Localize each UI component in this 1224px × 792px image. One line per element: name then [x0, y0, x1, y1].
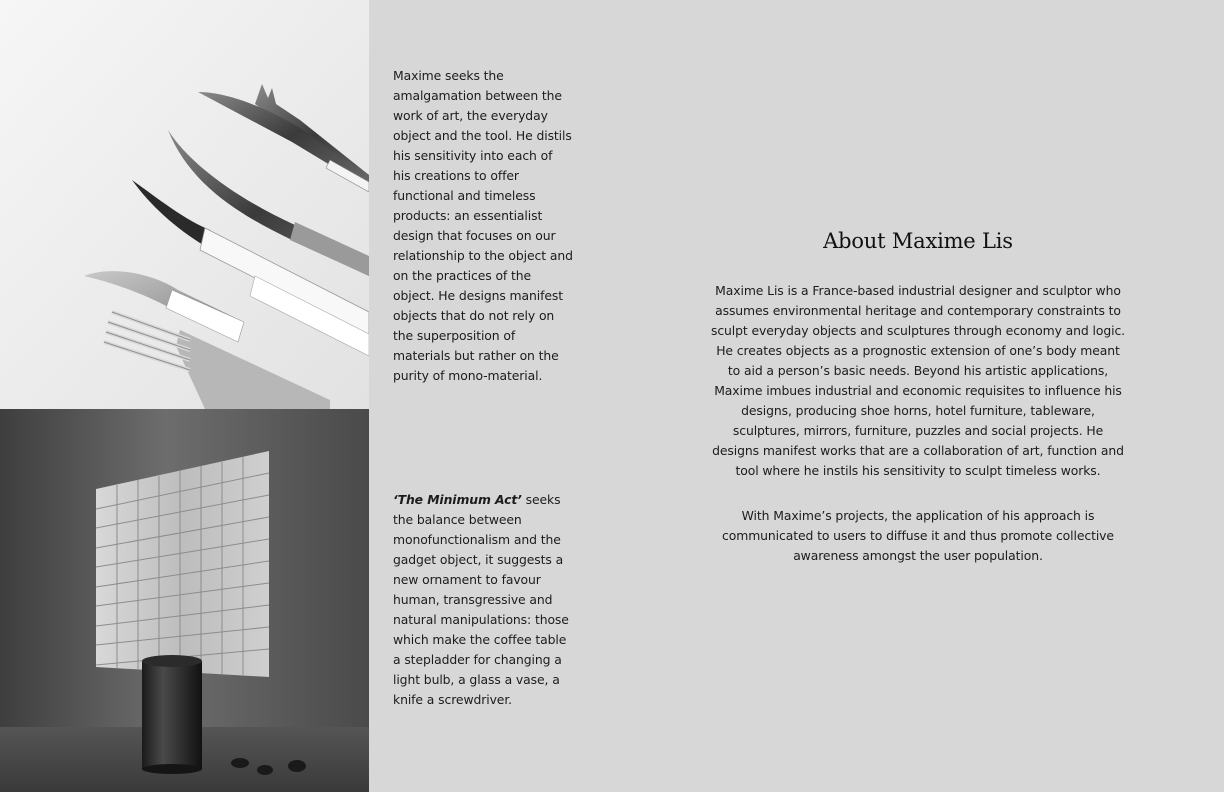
about-paragraph-one: Maxime Lis is a France-based industrial designer and sculptor who assumes environmental heritage and contemporary constraints to sculpt everyday objects and sculptures through economy and logic. He creates objects as a prognostic extension of one’s body meant to aid a person’s basic needs. Beyond his artistic applications, Maxime imbues industrial and economic requisites to influence his designs, producing shoe horns, hotel furniture, tableware, sculptures, mirrors, furniture, puzzles and social projects. He designs manifest works that are a collaboration of art, function and tool where he instils his sensitivity to sculpt timeless works. [710, 283, 1125, 478]
about-title: About Maxime Lis [823, 229, 1013, 253]
minimum-act-description: seeks the balance between monofunctionalism and the gadget object, it suggests a new ornament to favour human, transgressive and natural manipulations: those which make the coffee table a stepladder for changing a light bulb, a glass a vase, a knife a screwdriver. [393, 492, 569, 707]
black-cylinder [142, 655, 202, 774]
column-paragraph-two [393, 490, 573, 710]
minimum-act-photo [0, 409, 369, 792]
minimum-act-illustration [0, 409, 369, 792]
minimum-act-title: ‘The Minimum Act’ [393, 492, 522, 507]
column-paragraph-one [393, 66, 573, 386]
about-paragraph-two: With Maxime’s projects, the application of his approach is communicated to users to diffuse it and thus promote collective awareness amongst the user population. [722, 508, 1114, 563]
column-paragraph-one-text: Maxime seeks the amalgamation between the work of art, the everyday object and the tool. He distils his sensitivity into each of his creations to offer functional and timeless products: an essentialist design that focuses on our relationship to the object and on the practices of the object. He designs manifest objects that do not rely on the superposition of materials but rather on the purity of mono-material. [393, 68, 573, 383]
tiled-panel [96, 451, 269, 677]
cutlery-illustration [0, 0, 369, 409]
cutlery-photo [0, 0, 369, 409]
